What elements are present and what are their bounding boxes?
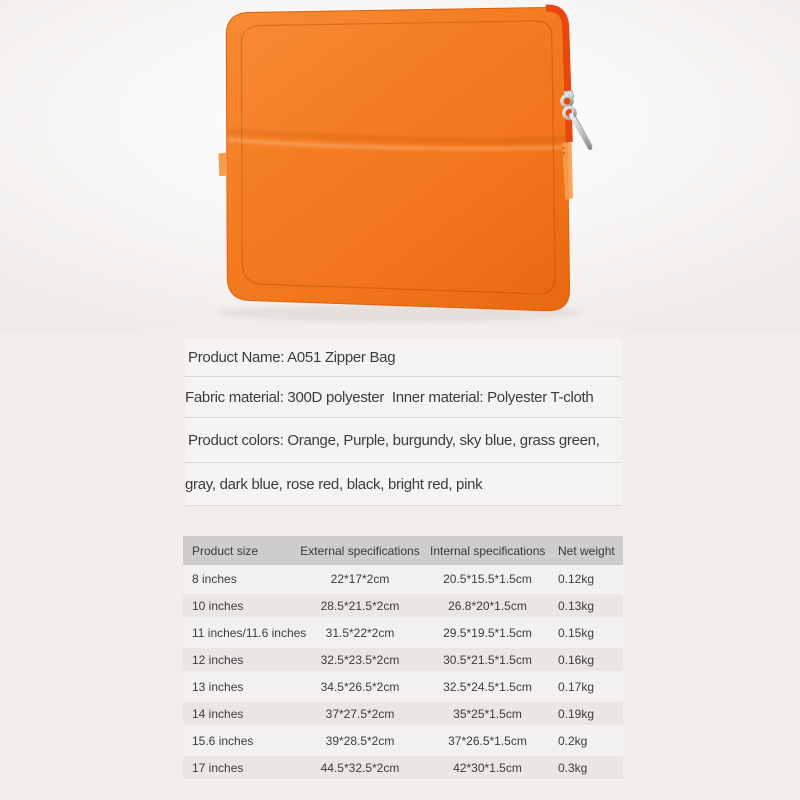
cell-internal-spec: 42*30*1.5cm [453, 760, 522, 775]
product-name-line [185, 338, 621, 377]
cell-internal-spec: 29.5*19.5*1.5cm [443, 625, 532, 640]
cell-external-spec: 22*17*2cm [330, 571, 390, 586]
table-row [183, 754, 623, 781]
cell-external-spec: 32.5*23.5*2cm [320, 652, 400, 667]
cell-internal-spec: 32.5*24.5*1.5cm [443, 679, 532, 694]
cell-external-spec: 34.5*26.5*2cm [320, 679, 400, 694]
cell-product-size: 14 inches [192, 706, 244, 721]
table-row [183, 727, 623, 754]
cell-product-size: 13 inches [192, 679, 244, 694]
cell-external-spec: 44.5*32.5*2cm [320, 760, 400, 775]
cell-product-size: 8 inches [192, 571, 237, 586]
table-row [183, 565, 623, 592]
cell-external-spec: 28.5*21.5*2cm [320, 598, 400, 613]
cell-net-weight: 0.15kg [558, 625, 595, 640]
spec-table [183, 536, 623, 781]
table-row [183, 646, 623, 673]
table-row [183, 673, 623, 700]
bag-body [226, 7, 569, 310]
cell-net-weight: 0.19kg [558, 706, 595, 721]
cell-net-weight: 0.13kg [558, 598, 595, 613]
cell-net-weight: 0.3kg [558, 760, 588, 775]
product-name-text: Product Name: A051 Zipper Bag [188, 348, 396, 366]
product-photo [0, 0, 800, 332]
table-row [183, 592, 623, 619]
cell-product-size: 11 inches/11.6 inches [192, 625, 307, 640]
cell-net-weight: 0.17kg [558, 679, 595, 694]
cell-product-size: 12 inches [192, 652, 244, 667]
cell-net-weight: 0.16kg [558, 652, 595, 667]
header-external-specifications: External specifications [300, 543, 420, 558]
colors-line-1 [185, 418, 621, 463]
cell-external-spec: 31.5*22*2cm [325, 625, 395, 640]
cell-external-spec: 37*27.5*2cm [325, 706, 395, 721]
material-line [185, 377, 621, 418]
product-details [185, 338, 621, 506]
cell-external-spec: 39*28.5*2cm [325, 733, 395, 748]
header-net-weight: Net weight [558, 543, 615, 558]
spec-table-header [183, 536, 623, 565]
cell-product-size: 15.6 inches [192, 733, 254, 748]
cell-internal-spec: 37*26.5*1.5cm [448, 733, 527, 748]
cell-internal-spec: 35*25*1.5cm [453, 706, 522, 721]
cell-net-weight: 0.12kg [558, 571, 595, 586]
cell-internal-spec: 30.5*21.5*1.5cm [443, 652, 532, 667]
colors-line-2 [185, 463, 621, 506]
zipper-end-tab [219, 153, 228, 177]
cell-internal-spec: 26.8*20*1.5cm [448, 598, 527, 613]
header-product-size: Product size [192, 543, 259, 558]
cell-net-weight: 0.2kg [558, 733, 588, 748]
table-row [183, 619, 623, 646]
cell-product-size: 17 inches [192, 760, 244, 775]
header-internal-specifications: Internal specifications [430, 543, 546, 558]
colors-text-1: Product colors: Orange, Purple, burgundy, sky blue, grass green, [188, 431, 600, 449]
spec-table-body [183, 565, 623, 781]
stitch-dot [563, 147, 565, 149]
cell-internal-spec: 20.5*15.5*1.5cm [443, 571, 532, 586]
colors-text-2: gray, dark blue, rose red, black, bright red, pink [185, 475, 483, 493]
zipper-bag-illustration [0, 0, 800, 332]
stitch-dot [563, 152, 565, 154]
material-text: Fabric material: 300D polyester Inner material: Polyester T-cloth [185, 388, 594, 406]
cell-product-size: 10 inches [192, 598, 244, 613]
table-row [183, 700, 623, 727]
